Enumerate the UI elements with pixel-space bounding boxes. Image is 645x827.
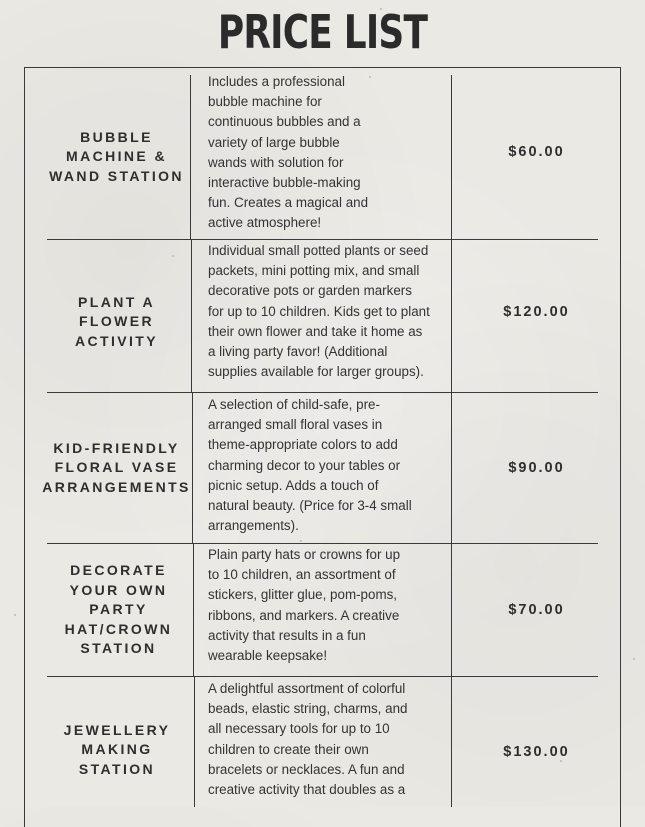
- item-name-floral-vase: KID-FRIENDLY FLORAL VASE ARRANGEMENTS: [42, 439, 191, 495]
- item-price: $70.00: [508, 602, 565, 618]
- paper-speck: [633, 658, 635, 660]
- item-name-bubble-machine: BUBBLE MACHINE & WAND STATION: [49, 128, 184, 184]
- item-name-party-hat: DECORATE YOUR OWN PARTY HAT/CROWN STATION: [64, 562, 173, 657]
- column-divider: [194, 677, 195, 807]
- item-price: $120.00: [503, 304, 570, 320]
- paper-speck: [14, 614, 16, 616]
- item-description: Includes a professional bubble machine for continuous bubbles and a variety of large bubble wands with solution for interactive bubble-making fun. Creates a magical and active atmosphere!: [208, 74, 369, 231]
- item-name-jewellery: JEWELLERY MAKING STATION: [63, 721, 171, 777]
- item-price: $90.00: [508, 460, 565, 476]
- item-price: $130.00: [503, 744, 570, 760]
- item-name-plant-a-flower: PLANT A FLOWER ACTIVITY: [75, 293, 158, 349]
- column-divider: [191, 240, 192, 392]
- item-price: $60.00: [508, 144, 565, 160]
- column-divider: [192, 393, 193, 543]
- item-description: A selection of child-safe, pre- arranged small floral vases in theme-appropriate colors to add charming decor to your tables or picnic setup. Adds a touch of natural beauty. (Price for 3-4 small arrangements).: [208, 397, 412, 534]
- column-divider: [193, 544, 194, 676]
- item-description: Plain party hats or crowns for up to 10 children, an assortment of stickers, glitter glue, pom-poms, ribbons, and markers. A creative activity that results in a fun wearable keepsake!: [208, 547, 401, 664]
- item-description: A delightful assortment of colorful beads, elastic string, charms, and all necessary tools for up to 10 children to create their own bracelets or necklaces. A fun and creative activity that doubles as a: [208, 681, 408, 798]
- column-divider: [190, 75, 191, 239]
- page-title: PRICE LIST: [217, 5, 428, 59]
- item-description: Individual small potted plants or seed packets, mini potting mix, and small decorative pots or garden markers for up to 10 children. Kids get to plant their own flower and take it home as a living party favor! (Additional supplies available for larger groups).: [208, 243, 430, 380]
